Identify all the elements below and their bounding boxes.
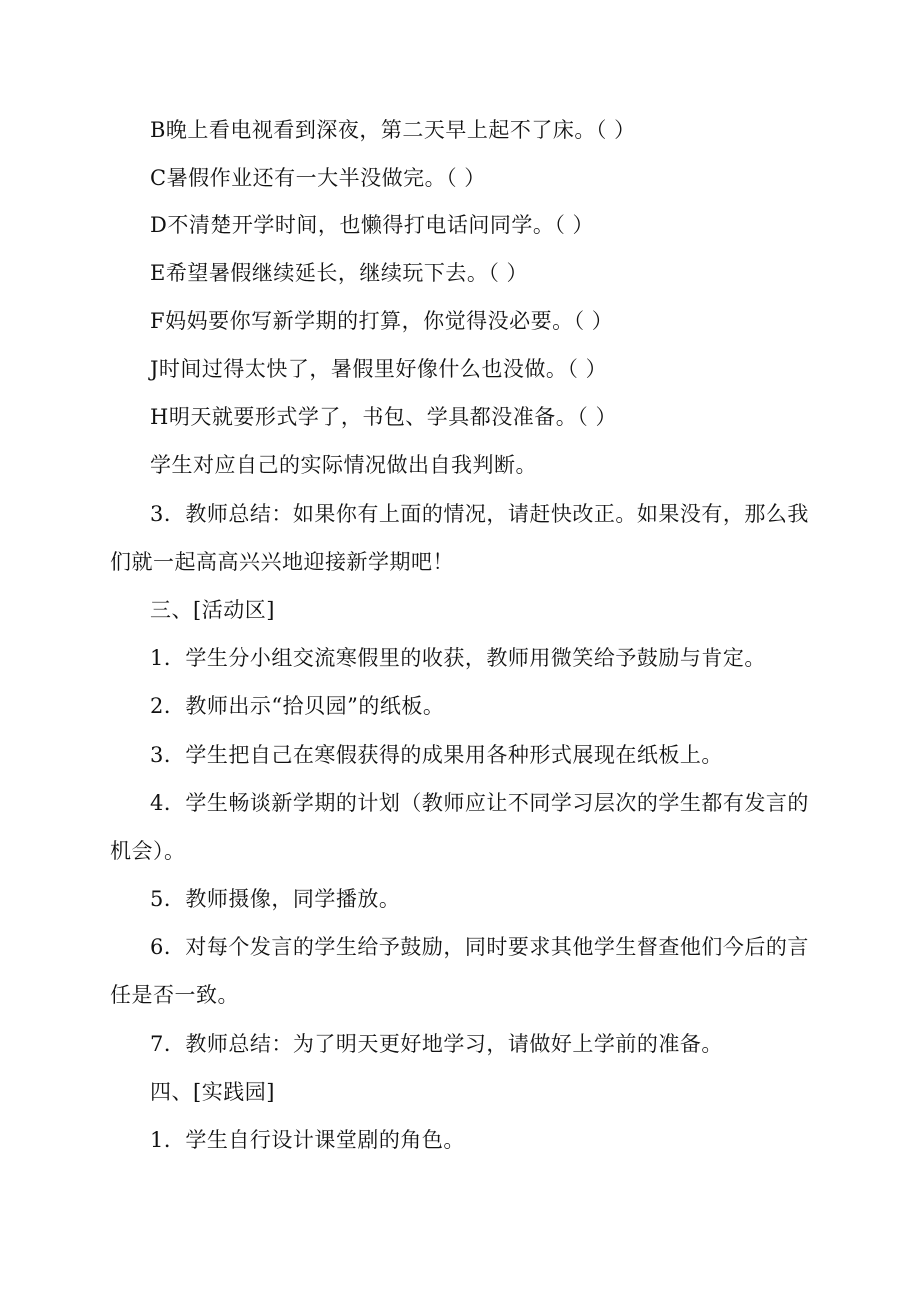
text-line-item-f: F妈妈要你写新学期的打算，你觉得没必要。（ ） — [150, 309, 614, 333]
text-line-activity-5: 5．教师摄像，同学播放。 — [150, 887, 401, 911]
text-line-activity-6-cont: 任是否一致。 — [110, 983, 239, 1007]
section-heading-practice: 四、[实践园] — [150, 1080, 275, 1104]
text-line-activity-1: 1．学生分小组交流寒假里的收获，教师用微笑给予鼓励与肯定。 — [150, 646, 766, 670]
section-heading-activity: 三、[活动区] — [150, 598, 275, 622]
text-line-item-b: B晚上看电视看到深夜，第二天早上起不了床。（ ） — [150, 118, 636, 142]
text-line-activity-4: 4．学生畅谈新学期的计划（教师应让不同学习层次的学生都有发言的 — [150, 791, 809, 815]
text-line-activity-3: 3．学生把自己在寒假获得的成果用各种形式展现在纸板上。 — [150, 743, 723, 767]
text-line-summary-3: 3．教师总结：如果你有上面的情况，请赶快改正。如果没有，那么我 — [150, 502, 809, 526]
text-line-summary-3-cont: 们就一起高高兴兴地迎接新学期吧！ — [110, 550, 454, 574]
text-line-activity-4-cont: 机会）。 — [110, 839, 186, 863]
text-line-item-j: J时间过得太快了，暑假里好像什么也没做。（ ） — [150, 357, 608, 381]
text-line-item-c: C暑假作业还有一大半没做完。（ ） — [150, 166, 486, 190]
text-line-practice-1: 1．学生自行设计课堂剧的角色。 — [150, 1128, 465, 1152]
text-line-activity-6: 6．对每个发言的学生给予鼓励，同时要求其他学生督查他们今后的言 — [150, 935, 809, 959]
text-line-item-e: E希望暑假继续延长，继续玩下去。（ ） — [150, 261, 529, 285]
text-line-self-judgement: 学生对应自己的实际情况做出自我判断。 — [150, 453, 537, 477]
text-line-item-h: H明天就要形式学了，书包、学具都没准备。（ ） — [150, 405, 617, 429]
text-line-item-d: D不清楚开学时间，也懒得打电话问同学。（ ） — [150, 213, 595, 237]
text-line-activity-2: 2．教师出示“拾贝园”的纸板。 — [150, 694, 445, 718]
text-line-activity-7: 7．教师总结：为了明天更好地学习，请做好上学前的准备。 — [150, 1032, 723, 1056]
